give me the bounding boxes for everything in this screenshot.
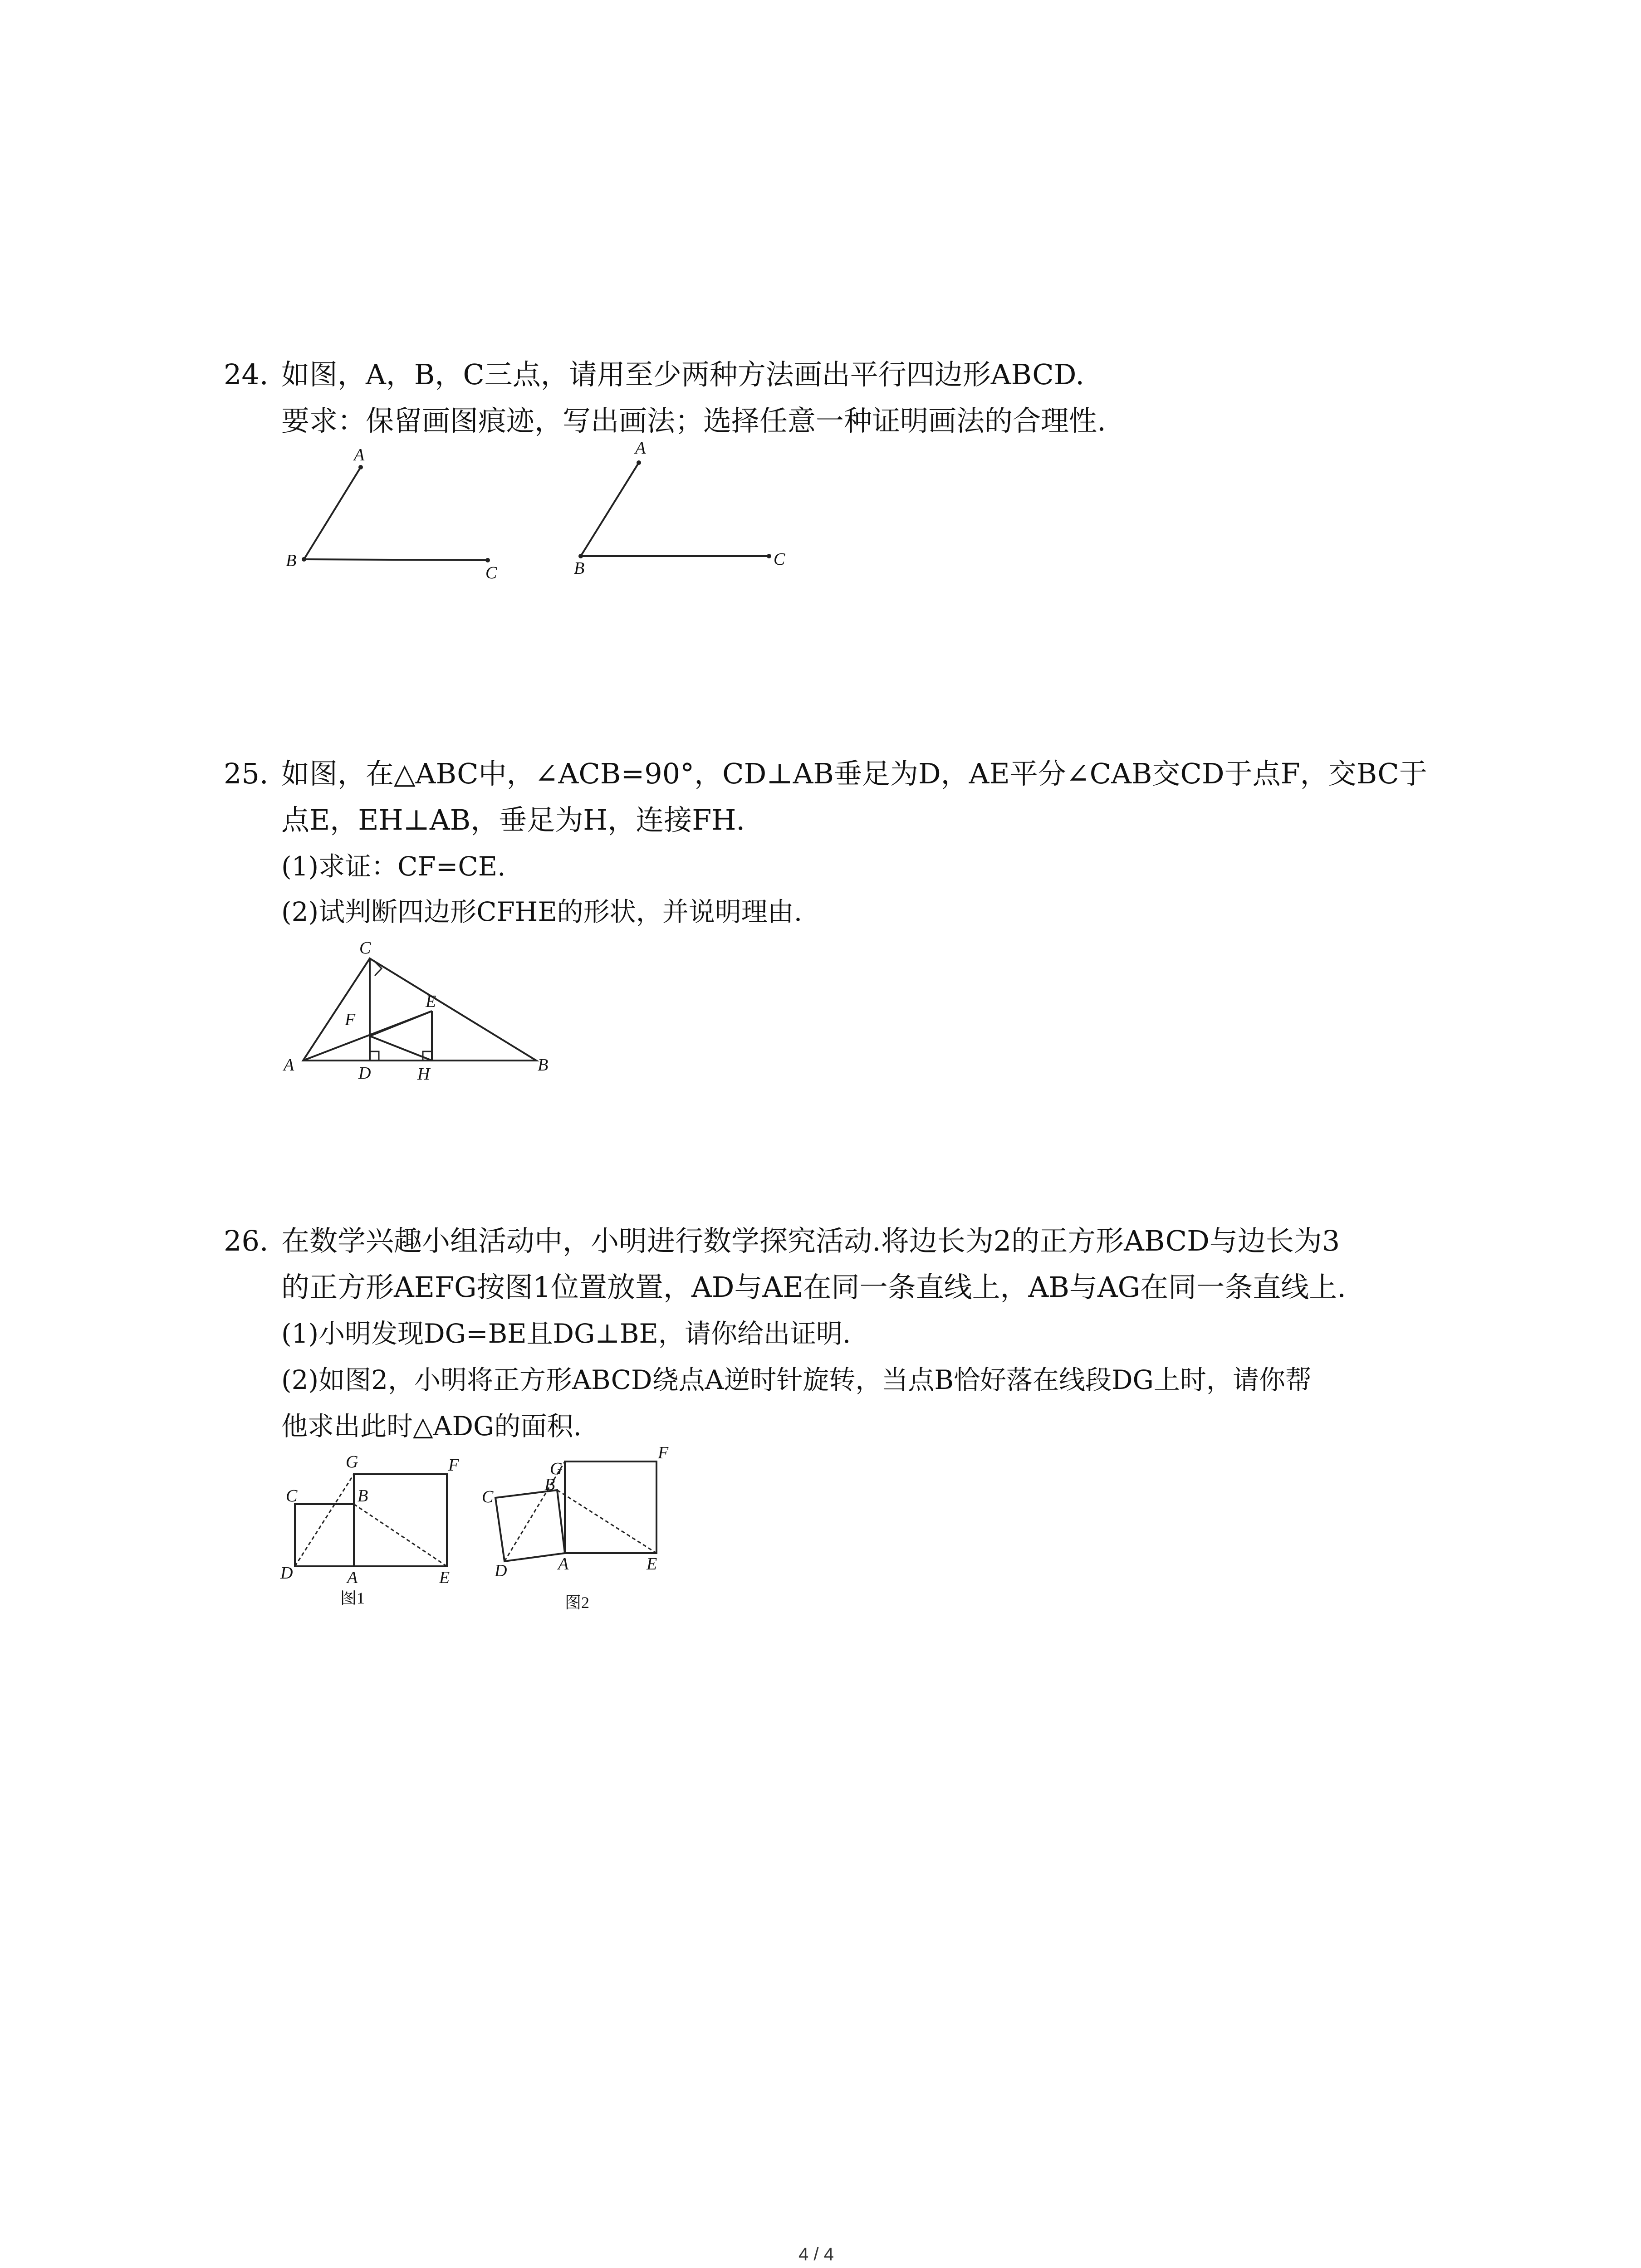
q26f1-label-A: A	[347, 1568, 358, 1587]
q24b-label-C: C	[774, 550, 785, 569]
q25-figure	[272, 934, 563, 1089]
page-number: 4 / 4	[798, 2244, 834, 2264]
q25-stem-2: 点E，EH⊥AB，垂足为H，连接FH.	[281, 803, 745, 836]
q26-part2-line2: 他求出此时△ADG的面积.	[281, 1411, 582, 1442]
q25-part1: (1)求证：CF=CE.	[281, 851, 506, 882]
q26f1-label-C: C	[286, 1486, 298, 1505]
q26-number: 26.	[224, 1224, 269, 1257]
q24b-label-A: A	[635, 439, 646, 458]
q25-number: 25.	[224, 757, 269, 790]
q25-label-D: D	[358, 1064, 371, 1083]
q26f1-label-D: D	[280, 1564, 293, 1583]
q26f1-label-E: E	[439, 1568, 450, 1587]
q26-figure-2	[472, 1438, 708, 1610]
q24a-label-A: A	[354, 445, 365, 464]
q26f2-label-E: E	[647, 1554, 657, 1574]
q24-figure-b	[563, 440, 798, 585]
q24a-label-B: B	[286, 551, 297, 570]
q26-stem-1	[224, 1223, 1340, 1259]
q26f2-label-B: B	[544, 1475, 555, 1494]
q25-label-C: C	[359, 938, 371, 958]
q26f1-label-G: G	[346, 1452, 358, 1471]
q24-number: 24.	[224, 358, 269, 391]
q26f2-label-D: D	[495, 1561, 507, 1580]
q26-text-1: 在数学兴趣小组活动中，小明进行数学探究活动.将边长为2的正方形ABCD与边长为3	[281, 1224, 1340, 1257]
q24-figure-a	[272, 445, 508, 590]
q26f2-label-F: F	[658, 1443, 669, 1462]
q25-label-B: B	[538, 1056, 549, 1075]
q25-stem-1	[224, 756, 1427, 792]
q26f2-caption: 图2	[565, 1593, 590, 1612]
q25-label-F: F	[345, 1010, 356, 1029]
q26f2-label-C: C	[482, 1487, 494, 1506]
q25-label-H: H	[417, 1065, 430, 1084]
q25-label-E: E	[426, 992, 436, 1011]
q26-part1: (1)小明发现DG=BE且DG⊥BE，请你给出证明.	[281, 1318, 851, 1349]
q26-stem-2: 的正方形AEFG按图1位置放置，AD与AE在同一条直线上，AB与AG在同一条直线上.	[281, 1271, 1346, 1304]
q25-text-1: 如图，在△ABC中，∠ACB=90°，CD⊥AB垂足为D，AE平分∠CAB交CD于点F，交BC于	[281, 757, 1427, 790]
q25-label-A: A	[284, 1056, 294, 1075]
q26f2-label-A: A	[558, 1554, 569, 1574]
q26-part2-line1: (2)如图2，小明将正方形ABCD绕点A逆时针旋转，当点B恰好落在线段DG上时，请你帮	[281, 1364, 1312, 1395]
q26f1-label-F: F	[448, 1456, 459, 1475]
q24-text: 如图，A，B，C三点，请用至少两种方法画出平行四边形ABCD.	[281, 358, 1084, 391]
q24-requirement: 要求：保留画图痕迹，写出画法；选择任意一种证明画法的合理性.	[281, 404, 1106, 437]
q26f1-label-B: B	[358, 1486, 368, 1505]
q24-stem	[224, 357, 1084, 393]
q25-part2: (2)试判断四边形CFHE的形状，并说明理由.	[281, 896, 803, 927]
q24a-label-C: C	[485, 563, 497, 582]
q26f2-label-G: G	[550, 1459, 563, 1478]
q26-figure-1	[272, 1447, 463, 1610]
q24b-label-B: B	[574, 559, 585, 578]
q26f1-caption: 图1	[340, 1589, 365, 1607]
